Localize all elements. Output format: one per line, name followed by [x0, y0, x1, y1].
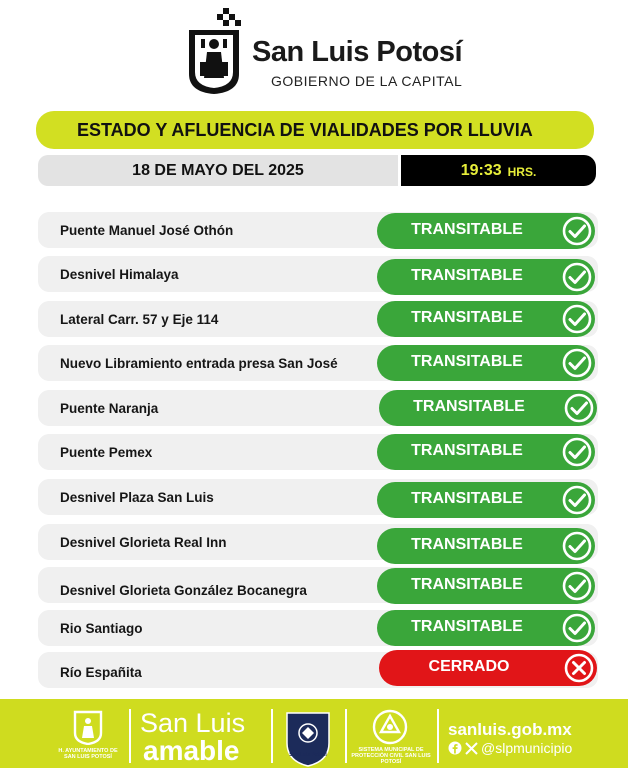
road-status-label: TRANSITABLE	[413, 398, 525, 415]
road-status-pill	[377, 301, 595, 337]
check-circle-icon	[562, 613, 592, 643]
road-status-pill	[377, 482, 595, 518]
proteccion-civil-label: SISTEMA MUNICIPAL DE PROTECCIÓN CIVIL SAN LUIS POTOSÍ	[351, 747, 431, 765]
check-circle-icon	[562, 216, 592, 246]
x-circle-icon	[564, 653, 594, 683]
road-status-label: TRANSITABLE	[411, 536, 523, 553]
footer-divider	[437, 709, 439, 763]
footer-divider	[345, 709, 347, 763]
road-name: Lateral Carr. 57 y Eje 114	[60, 312, 219, 327]
road-status-pill	[377, 610, 595, 646]
proteccion-civil-icon	[372, 709, 408, 745]
city-coat-of-arms-logo	[183, 8, 245, 96]
road-name: Desnivel Himalaya	[60, 267, 179, 282]
brand-amable: amable	[143, 735, 240, 766]
check-circle-icon	[562, 437, 592, 467]
report-title: ESTADO Y AFLUENCIA DE VIALIDADES POR LLUVIA	[77, 119, 533, 140]
government-subtitle: GOBIERNO DE LA CAPITAL	[271, 73, 463, 89]
check-circle-icon	[562, 262, 592, 292]
report-time-box	[401, 155, 596, 186]
header	[0, 0, 628, 104]
road-row	[38, 567, 598, 603]
check-circle-icon	[562, 571, 592, 601]
check-circle-icon	[562, 485, 592, 515]
road-status-pill	[377, 345, 595, 381]
road-name: Puente Naranja	[60, 401, 159, 416]
road-status-pill	[379, 390, 597, 426]
police-badge-icon	[283, 709, 333, 767]
check-circle-icon	[562, 348, 592, 378]
road-row	[38, 524, 598, 560]
road-name: Río Españita	[60, 665, 142, 680]
road-status-label: TRANSITABLE	[411, 442, 523, 459]
social-handle: @slpmunicipio	[481, 740, 573, 756]
road-row	[38, 301, 598, 337]
social-handle-row[interactable]	[448, 740, 572, 756]
footer-bar	[0, 699, 628, 768]
road-row	[38, 652, 598, 688]
ayuntamiento-label: H. AYUNTAMIENTO DE SAN LUIS POTOSÍ	[58, 748, 118, 760]
road-status-pill	[379, 650, 597, 686]
brand-san-luis: San Luis	[140, 708, 246, 738]
road-row	[38, 610, 598, 646]
road-row	[38, 256, 598, 292]
road-status-pill	[377, 568, 595, 604]
check-circle-icon	[562, 531, 592, 561]
road-status-label: TRANSITABLE	[411, 490, 523, 507]
road-status-label: TRANSITABLE	[411, 576, 523, 593]
website-link[interactable]: sanluis.gob.mx	[448, 720, 572, 739]
report-title-bar	[36, 111, 594, 149]
road-name: Desnivel Glorieta Real Inn	[60, 535, 227, 550]
road-row	[38, 479, 598, 515]
road-status-label: TRANSITABLE	[411, 221, 523, 238]
police-badge-label: San Luis Potosí	[289, 752, 327, 758]
road-name: Puente Manuel José Othón	[60, 223, 234, 238]
road-name: Desnivel Glorieta González Bocanegra	[60, 583, 307, 598]
road-row	[38, 212, 598, 248]
road-status-pill	[377, 528, 595, 564]
check-circle-icon	[562, 304, 592, 334]
road-status-pill	[377, 434, 595, 470]
road-name: Desnivel Plaza San Luis	[60, 490, 214, 505]
facebook-icon	[448, 741, 462, 755]
road-status-label: TRANSITABLE	[411, 353, 523, 370]
road-status-pill	[377, 259, 595, 295]
road-name: Rio Santiago	[60, 621, 143, 636]
road-status-label: TRANSITABLE	[411, 267, 523, 284]
check-circle-icon	[564, 393, 594, 423]
x-twitter-icon	[465, 742, 478, 755]
city-name: San Luis Potosí	[252, 36, 463, 68]
report-time: 19:33	[460, 161, 502, 179]
road-status-label: TRANSITABLE	[411, 618, 523, 635]
road-name: Nuevo Libramiento entrada presa San José	[60, 356, 338, 371]
road-status-pill	[377, 213, 595, 249]
footer-divider	[271, 709, 273, 763]
report-time-suffix: HRS.	[507, 165, 537, 179]
road-row	[38, 390, 598, 426]
footer-divider	[129, 709, 131, 763]
road-status-label: CERRADO	[428, 658, 510, 675]
road-name: Puente Pemex	[60, 445, 153, 460]
report-date: 18 DE MAYO DEL 2025	[38, 155, 398, 186]
road-row	[38, 345, 598, 381]
road-row	[38, 434, 598, 470]
ayuntamiento-crest-icon	[72, 709, 104, 745]
road-status-label: TRANSITABLE	[411, 309, 523, 326]
